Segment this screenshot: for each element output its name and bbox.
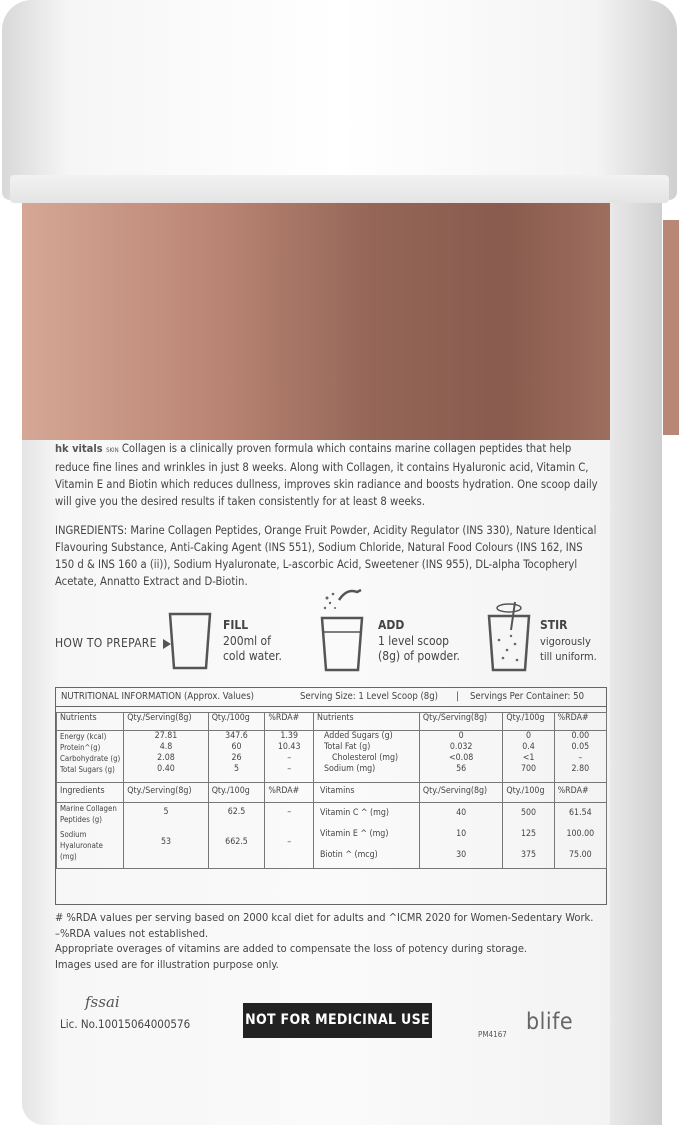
ingredients-text: INGREDIENTS: Marine Collagen Peptides, Orange Fruit Powder, Acidity Regulator (INS 330), Nature Identical Flavouring Substance, Anti-Caking Agent (INS 551), Sodium Chloride, Natural Food Colours (INS 162, INS 150 d & INS 160 a (ii)), Sodium Hyaluronate, L-ascorbic Acid, Sweetener (INS 955), DL-alpha Tocopheryl Acetate, Annatto Extract and D-Biotin. bbox=[55, 524, 597, 588]
step-add-title: ADD bbox=[378, 618, 405, 632]
footnote: Images used are for illustration purpose only. bbox=[55, 957, 279, 971]
step-stir-text: vigorously till uniform. bbox=[540, 635, 597, 663]
description-text bbox=[55, 440, 603, 510]
col-header: Vitamins bbox=[314, 783, 420, 803]
nutrient-serving-values: 27.81 4.8 2.08 0.40 bbox=[124, 731, 208, 783]
col-header: Qty./100g bbox=[503, 713, 554, 731]
step-add-text: 1 level scoop (8g) of powder. bbox=[378, 634, 460, 663]
col-header: Qty./100g bbox=[503, 783, 554, 803]
col-header: Qty./Serving(8g) bbox=[124, 713, 208, 731]
nutrient-serving-values-right: 0 0.032 <0.08 56 bbox=[419, 731, 503, 783]
nutrient-rda-values: 1.39 10.43 – – bbox=[265, 731, 314, 783]
ingredient-rda-values: – – bbox=[265, 803, 314, 869]
brand-logo: hk vitals SKIN bbox=[55, 442, 119, 455]
col-header: %RDA# bbox=[554, 713, 606, 731]
nutrient-100g-values-right: 0 0.4 <1 700 bbox=[503, 731, 554, 783]
nutrition-header bbox=[56, 688, 606, 707]
nutrition-table bbox=[55, 687, 607, 905]
nutrition-title: NUTRITIONAL INFORMATION (Approx. Values) bbox=[61, 691, 254, 702]
stir-glass-icon bbox=[485, 600, 533, 674]
ingredient-100g-values: 62.5 662.5 bbox=[208, 803, 265, 869]
scoop-glass-icon bbox=[317, 588, 367, 674]
col-header: Qty./Serving(8g) bbox=[124, 783, 208, 803]
servings-per-container: Servings Per Container: 50 bbox=[470, 691, 585, 702]
vitamin-serving-values: 40 10 30 bbox=[419, 803, 503, 869]
step-fill-title: FILL bbox=[223, 618, 249, 632]
col-header: Nutrients bbox=[57, 713, 124, 731]
description-block bbox=[55, 440, 603, 590]
prepare-label: HOW TO PREPARE bbox=[55, 636, 171, 650]
col-header: Nutrients bbox=[314, 713, 420, 731]
product-code: PM4167 bbox=[478, 1030, 507, 1039]
footnote: Appropriate overages of vitamins are added to compensate the loss of potency during storage. bbox=[55, 942, 528, 955]
nutrient-100g-values: 347.6 60 26 5 bbox=[208, 731, 265, 783]
color-band bbox=[22, 190, 662, 440]
col-header: Qty./Serving(8g) bbox=[419, 713, 503, 731]
step-fill-text: 200ml of cold water. bbox=[223, 634, 282, 663]
vitamin-names: Vitamin C ^ (mg) Vitamin E ^ (mg) Biotin ^ (mcg) bbox=[314, 803, 420, 869]
nutrient-names-right: Added Sugars (g) Total Fat (g) Cholesterol (mg) Sodium (mg) bbox=[314, 731, 420, 783]
jar-lid bbox=[2, 0, 677, 200]
footnote: –%RDA values not established. bbox=[55, 926, 209, 940]
vitamin-100g-values: 500 125 375 bbox=[503, 803, 554, 869]
jar-side-stripe bbox=[610, 190, 662, 1125]
intro-text: Collagen is a clinically proven formula which contains marine collagen peptides that help reduce fine lines and wrinkles in just 8 weeks. Along with Collagen, it contains Hyaluronic acid, Vitamin C, Vitamin E and Biotin which reduces dullness, improves skin radiance and boosts hydration. One scoop daily will give you the desired results if taken consistently for at least 8 weeks. bbox=[55, 442, 598, 508]
step-stir-title: STIR bbox=[540, 618, 568, 632]
maker-logo: blife bbox=[526, 1009, 574, 1035]
warning-badge: NOT FOR MEDICINAL USE bbox=[243, 1003, 432, 1038]
col-header: %RDA# bbox=[554, 783, 606, 803]
jar-lid-rim bbox=[10, 175, 669, 203]
glass-icon bbox=[167, 610, 213, 672]
serving-size: Serving Size: 1 Level Scoop (8g) bbox=[300, 691, 438, 702]
footnote: # %RDA values per serving based on 2000 kcal diet for adults and ^ICMR 2020 for Women-Sedentary Work. bbox=[55, 911, 594, 924]
license-number: Lic. No.10015064000576 bbox=[60, 1017, 191, 1031]
nutrient-rda-values-right: 0.00 0.05 – 2.80 bbox=[554, 731, 606, 783]
ingredient-serving-values: 5 53 bbox=[124, 803, 208, 869]
header-divider: | bbox=[456, 691, 459, 702]
vitamin-rda-values: 61.54 100.00 75.00 bbox=[554, 803, 606, 869]
how-to-prepare bbox=[55, 608, 605, 678]
footnotes bbox=[55, 910, 605, 972]
col-header: Qty./Serving(8g) bbox=[419, 783, 503, 803]
jar-side-band bbox=[663, 220, 679, 435]
col-header: Qty./100g bbox=[208, 783, 265, 803]
ingredient-names: Marine Collagen Peptides (g) Sodium Hyaluronate (mg) bbox=[57, 803, 124, 869]
col-header: Ingredients bbox=[57, 783, 124, 803]
col-header: %RDA# bbox=[265, 783, 314, 803]
col-header: %RDA# bbox=[265, 713, 314, 731]
nutrients-grid bbox=[56, 712, 607, 869]
nutrient-names: Energy (kcal) Protein^(g) Carbohydrate (g) Total Sugars (g) bbox=[57, 731, 124, 783]
fssai-logo: fssai bbox=[85, 993, 120, 1011]
col-header: Qty./100g bbox=[208, 713, 265, 731]
